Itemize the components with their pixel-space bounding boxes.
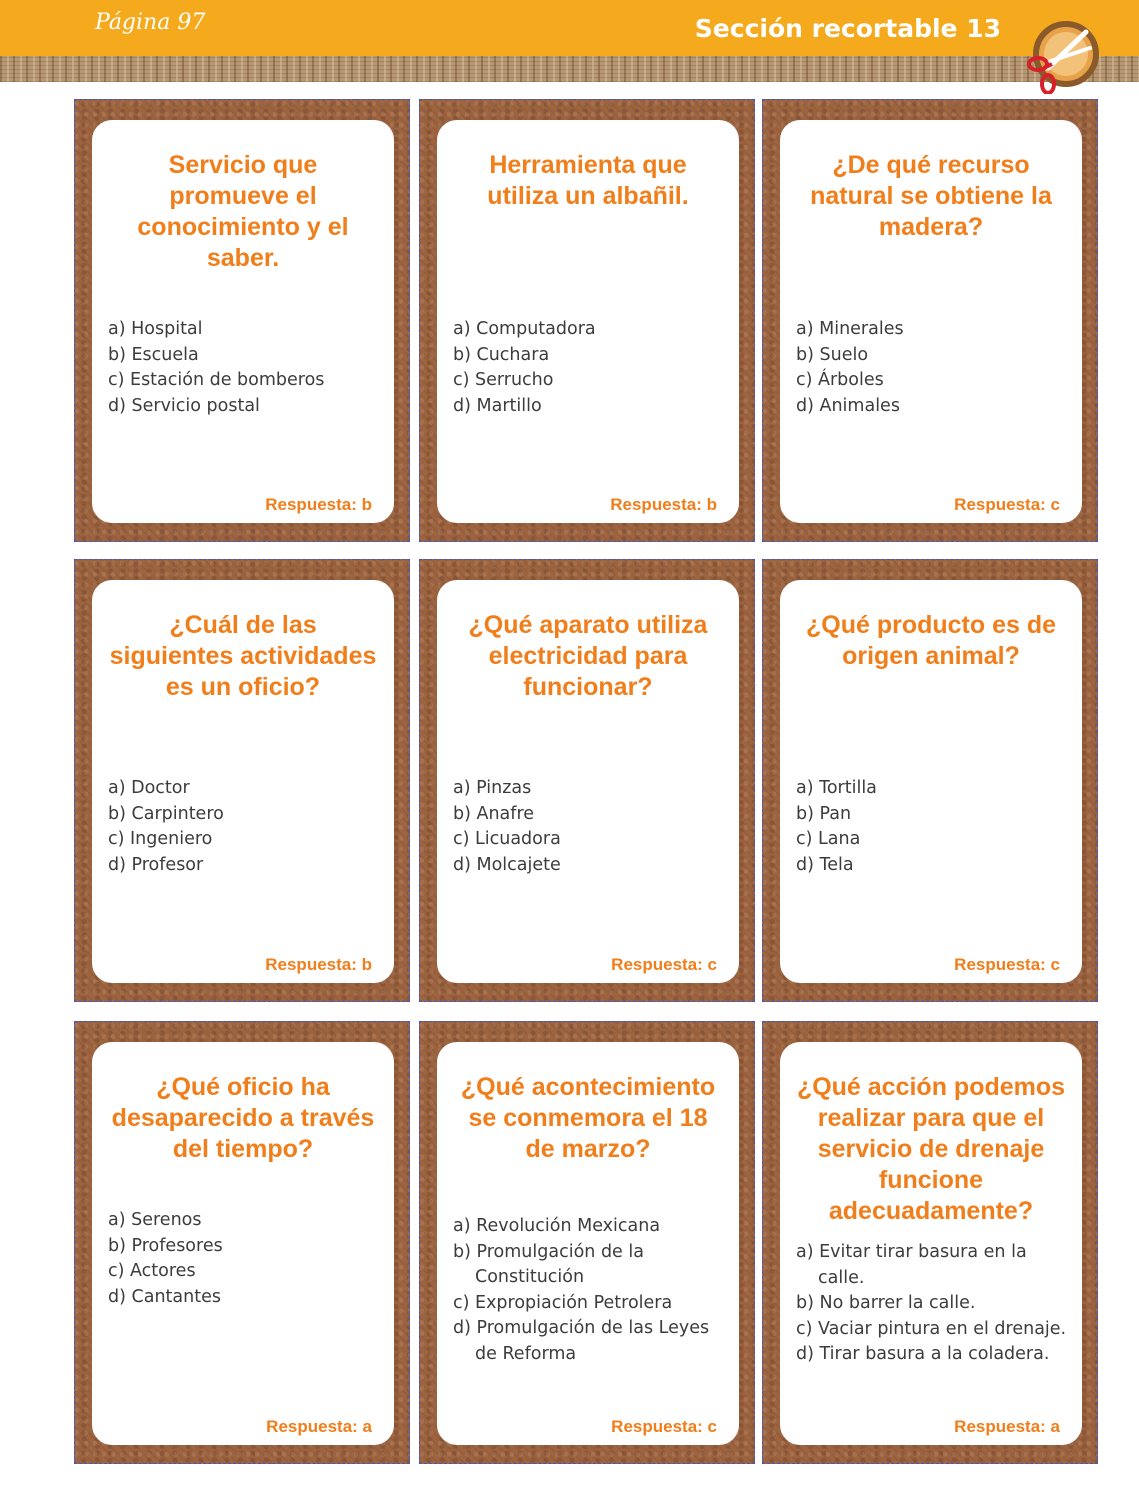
card-5	[419, 559, 755, 1002]
card-question: ¿Qué oficio ha desaparecido a través del tiempo?	[111, 1073, 375, 1163]
card-3	[762, 99, 1098, 542]
option-b: b) Suelo	[796, 344, 869, 365]
card-options	[108, 776, 384, 878]
card-options	[453, 1214, 729, 1367]
option-b: b) Escuela	[108, 344, 199, 365]
card-question: ¿De qué recurso natural se obtiene la madera?	[810, 151, 1052, 241]
scissors-icon	[1026, 18, 1102, 94]
option-a: a) Computadora	[453, 319, 596, 339]
card-1	[74, 99, 410, 542]
card-answer: Respuesta: b	[265, 495, 372, 514]
card-9	[762, 1021, 1098, 1464]
option-b: b) Promulgación de la Constitución	[453, 1241, 644, 1287]
card-8	[419, 1021, 755, 1464]
card-answer: Respuesta: c	[954, 955, 1060, 974]
option-c: c) Expropiación Petrolera	[453, 1292, 673, 1313]
card-face	[780, 1042, 1082, 1445]
section-title: Sección recortable 13	[694, 14, 1001, 43]
card-question: ¿Qué acción podemos realizar para que el servicio de drenaje funcione adecuadamente?	[796, 1073, 1066, 1225]
card-question: Herramienta que utiliza un albañil.	[487, 151, 689, 210]
option-d: d) Cantantes	[108, 1286, 221, 1307]
option-c: c) Actores	[108, 1261, 196, 1281]
card-options	[453, 776, 729, 878]
card-question: Servicio que promueve el conocimiento y el saber.	[137, 151, 349, 272]
card-answer: Respuesta: b	[610, 495, 717, 514]
card-4	[74, 559, 410, 1002]
card-options	[796, 317, 1072, 419]
card-options	[453, 317, 729, 419]
card-face	[92, 580, 394, 983]
option-c: c) Estación de bomberos	[108, 370, 325, 390]
cardboard-strip	[0, 56, 1139, 82]
card-face	[437, 1042, 739, 1445]
option-d: d) Tirar basura a la coladera.	[796, 1344, 1050, 1364]
option-c: c) Lana	[796, 829, 861, 849]
card-answer: Respuesta: a	[954, 1417, 1060, 1436]
option-b: b) Profesores	[108, 1235, 223, 1256]
option-b: b) Anafre	[453, 803, 535, 824]
option-d: d) Profesor	[108, 854, 204, 875]
option-a: a) Revolución Mexicana	[453, 1216, 661, 1236]
option-b: b) Pan	[796, 803, 852, 824]
card-question: ¿Cuál de las siguientes actividades es un oficio?	[109, 611, 377, 701]
option-a: a) Doctor	[108, 778, 190, 798]
option-d: d) Servicio postal	[108, 395, 260, 416]
option-a: a) Tortilla	[796, 778, 877, 798]
card-options	[796, 776, 1072, 878]
card-question: ¿Qué acontecimiento se conmemora el 18 de marzo?	[460, 1073, 716, 1163]
card-6	[762, 559, 1098, 1002]
option-a: a) Evitar tirar basura en la calle.	[796, 1242, 1027, 1288]
card-7	[74, 1021, 410, 1464]
header-bar	[0, 0, 1139, 56]
card-face	[437, 580, 739, 983]
card-question: ¿Qué producto es de origen animal?	[805, 611, 1057, 670]
option-d: d) Animales	[796, 395, 900, 416]
option-c: c) Serrucho	[453, 370, 554, 390]
card-answer: Respuesta: c	[954, 495, 1060, 514]
page-number: Página 97	[95, 10, 206, 35]
option-d: d) Tela	[796, 854, 854, 875]
card-answer: Respuesta: c	[611, 955, 717, 974]
card-answer: Respuesta: b	[265, 955, 372, 974]
option-a: a) Minerales	[796, 319, 904, 339]
card-face	[780, 120, 1082, 523]
option-c: c) Ingeniero	[108, 829, 213, 849]
option-d: d) Molcajete	[453, 854, 561, 875]
option-a: a) Pinzas	[453, 778, 532, 798]
card-options	[108, 1208, 384, 1310]
option-d: d) Promulgación de las Leyes de Reforma	[453, 1318, 710, 1364]
option-a: a) Serenos	[108, 1210, 202, 1230]
option-a: a) Hospital	[108, 319, 203, 339]
option-d: d) Martillo	[453, 395, 542, 416]
option-c: c) Árboles	[796, 370, 884, 390]
card-options	[796, 1240, 1072, 1368]
option-c: c) Licuadora	[453, 829, 561, 849]
card-2	[419, 99, 755, 542]
option-b: b) No barrer la calle.	[796, 1293, 976, 1313]
card-question: ¿Qué aparato utiliza electricidad para funcionar?	[468, 611, 708, 701]
option-c: c) Vaciar pintura en el drenaje.	[796, 1318, 1067, 1339]
option-b: b) Cuchara	[453, 344, 550, 365]
card-answer: Respuesta: a	[266, 1417, 372, 1436]
card-face	[92, 1042, 394, 1445]
card-options	[108, 317, 384, 419]
card-face	[780, 580, 1082, 983]
option-b: b) Carpintero	[108, 803, 224, 824]
card-answer: Respuesta: c	[611, 1417, 717, 1436]
card-face	[437, 120, 739, 523]
card-face	[92, 120, 394, 523]
